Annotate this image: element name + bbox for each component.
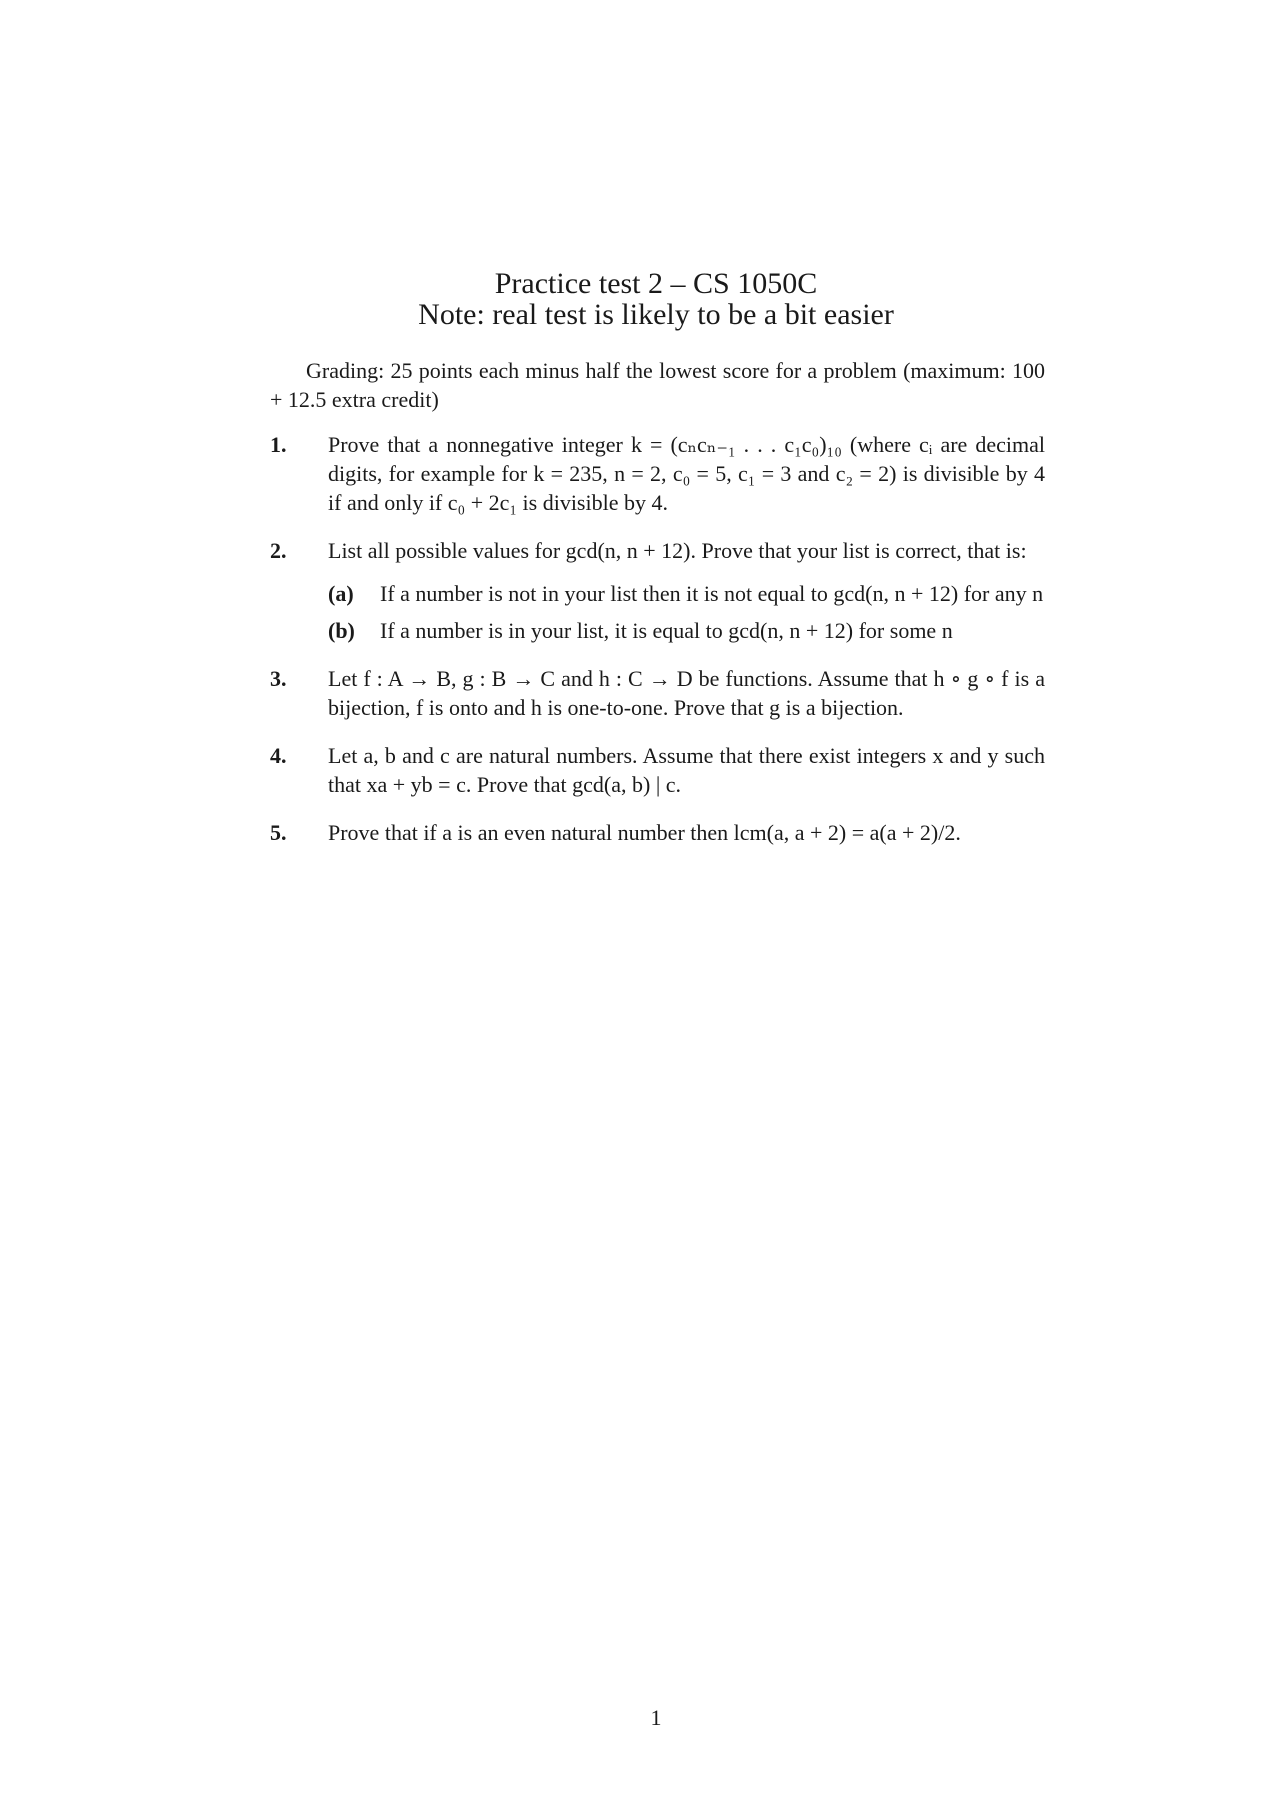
document-note: Note: real test is likely to be a bit easier xyxy=(418,298,894,331)
problem-text: Prove that if a is an even natural number then lcm(a, a + 2) = a(a + 2)/2. xyxy=(328,820,961,845)
document-body xyxy=(270,356,1045,866)
subpart-label: (a) xyxy=(328,581,354,606)
problem-number: 2. xyxy=(270,538,287,563)
problem-2 xyxy=(270,536,1045,645)
problem-text: Let f : A → B, g : B → C and h : C → D be functions. Assume that h ∘ g ∘ f is a bijection, f is onto and h is one-to-one. Prove that g is a bijection. xyxy=(328,666,1045,720)
problem-5 xyxy=(270,818,1045,847)
title-block xyxy=(0,268,1280,330)
problem-number: 4. xyxy=(270,743,287,768)
page-number: 1 xyxy=(650,1705,662,1730)
problem-1 xyxy=(270,430,1045,517)
grading-paragraph: Grading: 25 points each minus half the lowest score for a problem (maximum: 100 + 12.5 extra credit) xyxy=(270,358,1045,412)
problem-4 xyxy=(270,741,1045,799)
document-title: Practice test 2 – CS 1050C xyxy=(494,267,818,300)
problem-number: 5. xyxy=(270,820,287,845)
problem-2-part-b xyxy=(328,616,1045,645)
subpart-text: If a number is not in your list then it is not equal to gcd(n, n + 12) for any n xyxy=(380,581,1044,606)
problem-number: 1. xyxy=(270,432,287,457)
problem-text: Let a, b and c are natural numbers. Assume that there exist integers x and y such that xa + yb = c. Prove that gcd(a, b) | c. xyxy=(328,743,1045,797)
problem-text: Prove that a nonnegative integer k = (cₙcₙ₋₁ . . . c₁c₀)₁₀ (where cᵢ are decimal digits, for example for k = 235, n = 2, c₀ = 5, c₁ = 3 and c₂ = 2) is divisible by 4 if and only if c₀ + 2c₁ is divisible by 4. xyxy=(328,432,1045,515)
problem-list xyxy=(270,430,1045,847)
subpart-label: (b) xyxy=(328,618,355,643)
problem-text: List all possible values for gcd(n, n + 12). Prove that your list is correct, that is: xyxy=(328,538,1027,563)
problem-3 xyxy=(270,664,1045,722)
subpart-list xyxy=(328,579,1045,645)
problem-number: 3. xyxy=(270,666,287,691)
problem-2-part-a xyxy=(328,579,1045,608)
subpart-text: If a number is in your list, it is equal to gcd(n, n + 12) for some n xyxy=(380,618,953,643)
